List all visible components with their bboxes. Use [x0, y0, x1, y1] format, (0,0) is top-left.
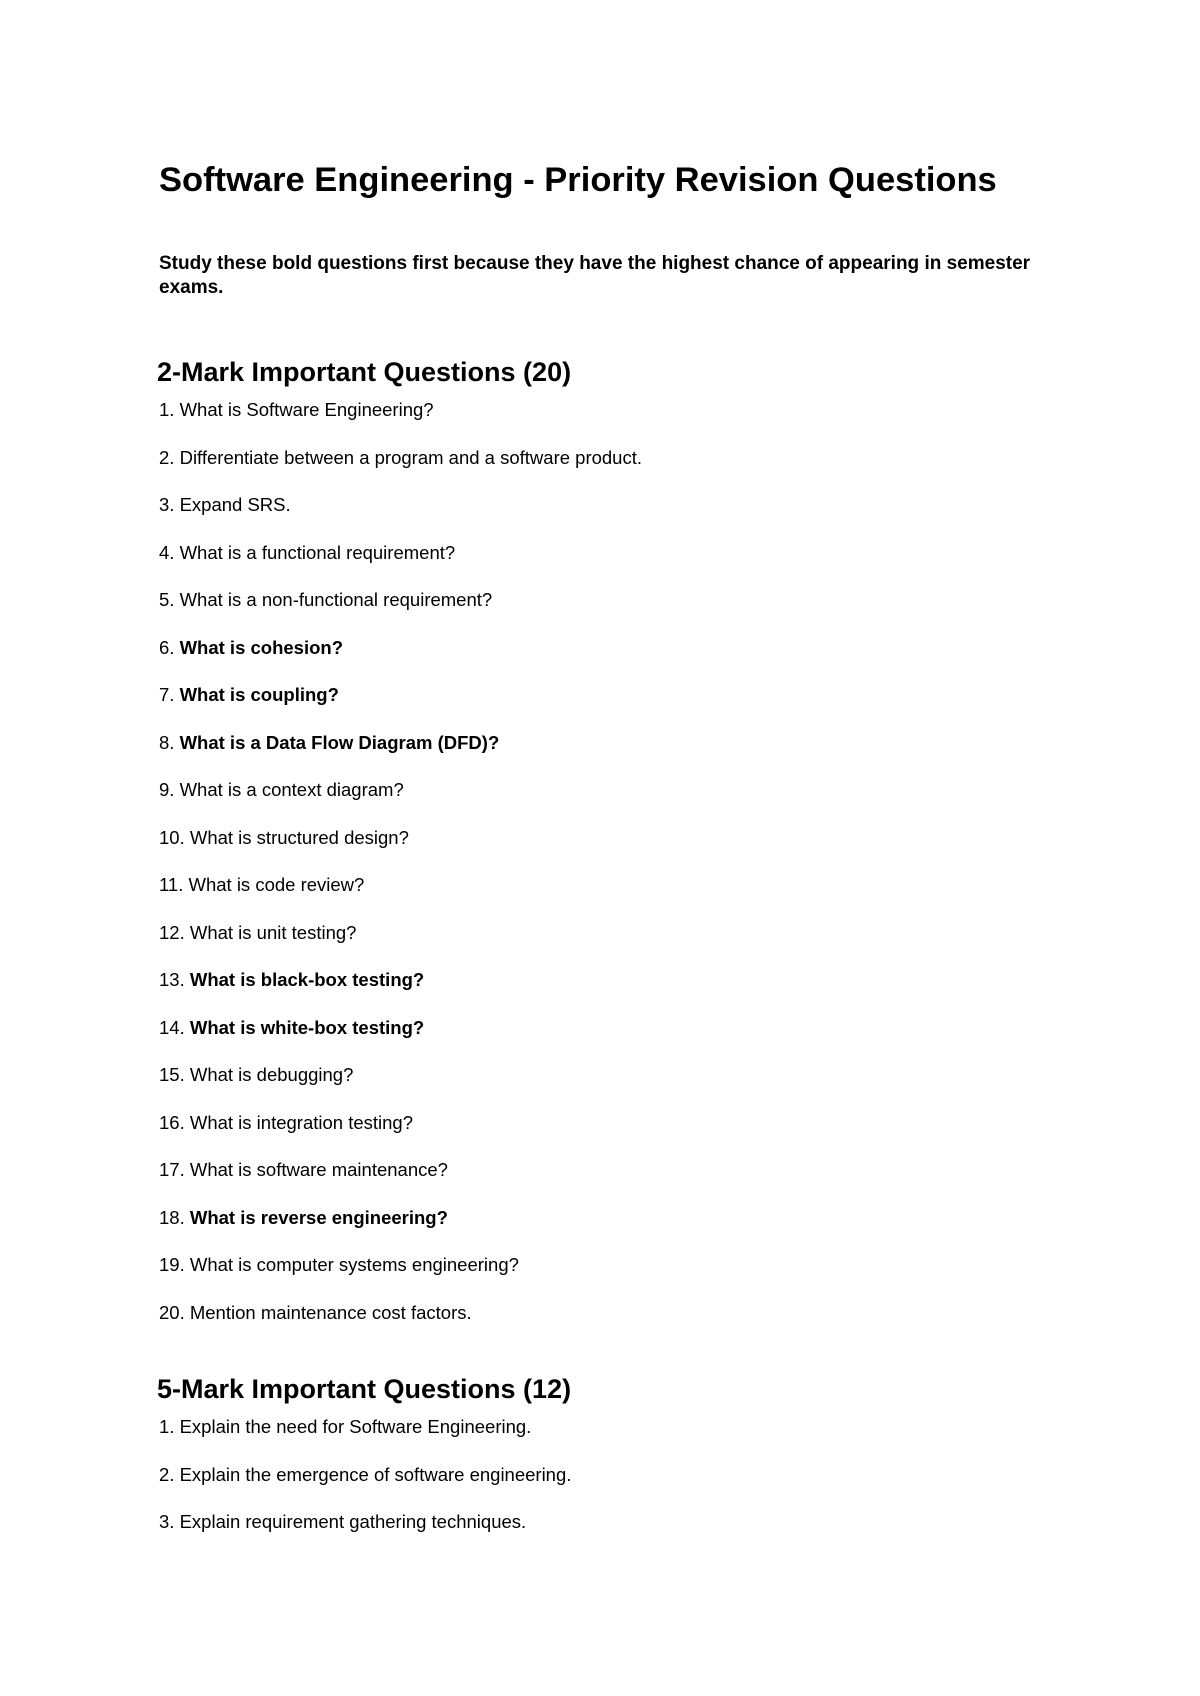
question-text: What is white-box testing? — [189, 1016, 425, 1038]
question-item — [159, 1159, 642, 1181]
question-item — [159, 1112, 642, 1134]
question-number: 19. — [159, 1254, 185, 1275]
section-heading: 5-Mark Important Questions (12) — [157, 1374, 572, 1404]
question-item — [159, 1254, 642, 1276]
question-text: What is a context diagram? — [179, 779, 404, 800]
question-number: 10. — [159, 826, 185, 848]
question-number: 8. — [159, 731, 175, 753]
question-text: What is coupling? — [179, 684, 339, 705]
question-item — [159, 399, 642, 421]
question-text: What is computer systems engineering? — [189, 1254, 519, 1275]
question-text: Explain requirement gathering techniques. — [179, 1511, 527, 1532]
question-item — [159, 969, 642, 991]
question-number: 2. — [159, 1463, 175, 1485]
question-text: What is structured design? — [189, 826, 409, 848]
question-number: 1. — [159, 1416, 175, 1437]
question-number: 7. — [159, 684, 175, 705]
question-item — [159, 494, 642, 516]
question-item — [159, 1511, 571, 1533]
question-item — [159, 1207, 642, 1229]
question-text: What is code review? — [188, 874, 365, 895]
question-number: 9. — [159, 779, 175, 800]
question-number: 3. — [159, 494, 175, 515]
question-number: 15. — [159, 1064, 185, 1085]
question-number: 6. — [159, 636, 175, 658]
question-text: Expand SRS. — [179, 494, 291, 515]
question-text: Mention maintenance cost factors. — [189, 1301, 472, 1323]
question-item — [159, 732, 642, 754]
question-item — [159, 589, 642, 611]
page-title: Software Engineering - Priority Revision Questions — [159, 161, 997, 199]
question-item — [159, 542, 642, 564]
question-item — [159, 1416, 571, 1438]
intro-note: Study these bold questions first because they have the highest chance of appearing in semester exams. — [159, 253, 1031, 298]
question-number: 20. — [159, 1301, 185, 1323]
section-heading: 2-Mark Important Questions (20) — [157, 357, 572, 387]
question-list — [159, 399, 642, 1349]
question-text: What is cohesion? — [179, 636, 344, 658]
question-list — [159, 1416, 571, 1559]
question-item — [159, 684, 642, 706]
question-item — [159, 447, 642, 469]
question-text: What is debugging? — [189, 1064, 354, 1085]
question-text: Explain the need for Software Engineering. — [179, 1416, 532, 1437]
question-number: 16. — [159, 1111, 185, 1133]
question-number: 17. — [159, 1159, 185, 1180]
question-text: Differentiate between a program and a software product. — [179, 446, 643, 468]
question-text: What is unit testing? — [189, 921, 357, 943]
question-text: What is black-box testing? — [189, 969, 425, 990]
question-number: 12. — [159, 921, 185, 943]
question-item — [159, 637, 642, 659]
question-text: What is software maintenance? — [189, 1159, 448, 1180]
question-item — [159, 1464, 571, 1486]
question-number: 11. — [159, 874, 184, 895]
question-number: 14. — [159, 1016, 185, 1038]
question-text: What is integration testing? — [189, 1111, 414, 1133]
question-text: Explain the emergence of software engineering. — [179, 1463, 572, 1485]
question-number: 13. — [159, 969, 185, 990]
question-item — [159, 1064, 642, 1086]
question-item — [159, 779, 642, 801]
question-item — [159, 874, 642, 896]
question-text: What is Software Engineering? — [179, 399, 434, 420]
question-number: 4. — [159, 541, 175, 563]
question-number: 5. — [159, 589, 175, 610]
question-item — [159, 1302, 642, 1324]
question-text: What is a Data Flow Diagram (DFD)? — [179, 731, 500, 753]
question-number: 1. — [159, 399, 175, 420]
question-item — [159, 1017, 642, 1039]
question-item — [159, 922, 642, 944]
question-text: What is reverse engineering? — [189, 1206, 448, 1228]
question-item — [159, 827, 642, 849]
question-number: 3. — [159, 1511, 175, 1532]
question-text: What is a non-functional requirement? — [179, 589, 493, 610]
question-number: 18. — [159, 1206, 185, 1228]
question-number: 2. — [159, 446, 175, 468]
question-text: What is a functional requirement? — [179, 541, 456, 563]
